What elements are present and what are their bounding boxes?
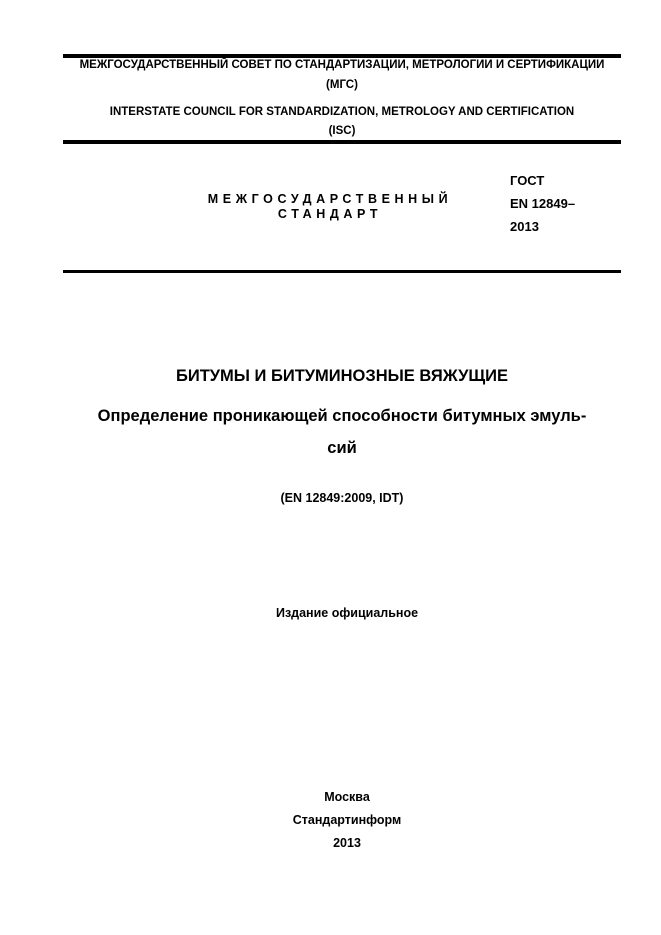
imprint-publisher: Стандартинформ <box>292 813 402 827</box>
standard-type-line2: СТАНДАРТ <box>277 207 383 221</box>
gost-label: ГОСТ <box>510 173 545 188</box>
gost-year: 2013 <box>510 219 539 234</box>
gost-number: EN 12849– <box>510 196 576 211</box>
standard-rule <box>63 270 621 273</box>
document-subtitle-line1: Определение проникающей способности битумных эмуль- <box>97 407 587 425</box>
edition-label: Издание официальное <box>275 606 419 620</box>
header-rule <box>63 140 621 144</box>
standard-type-line1: МЕЖГОСУДАРСТВЕННЫЙ <box>207 192 453 206</box>
imprint-city: Москва <box>324 790 370 804</box>
top-rule <box>63 54 621 58</box>
document-identity: (EN 12849:2009, IDT) <box>280 491 404 505</box>
council-abbr-ru: (МГС) <box>326 79 358 91</box>
document-subtitle-line2: сий <box>327 439 357 457</box>
imprint-year: 2013 <box>333 836 361 850</box>
council-name-ru: МЕЖГОСУДАРСТВЕННЫЙ СОВЕТ ПО СТАНДАРТИЗАЦИИ, МЕТРОЛОГИИ И СЕРТИФИКАЦИИ <box>79 59 605 71</box>
document-title: БИТУМЫ И БИТУМИНОЗНЫЕ ВЯЖУЩИЕ <box>175 367 509 385</box>
council-name-en: INTERSTATE COUNCIL FOR STANDARDIZATION, METROLOGY AND CERTIFICATION <box>109 106 575 118</box>
council-abbr-en: (ISC) <box>328 125 356 137</box>
